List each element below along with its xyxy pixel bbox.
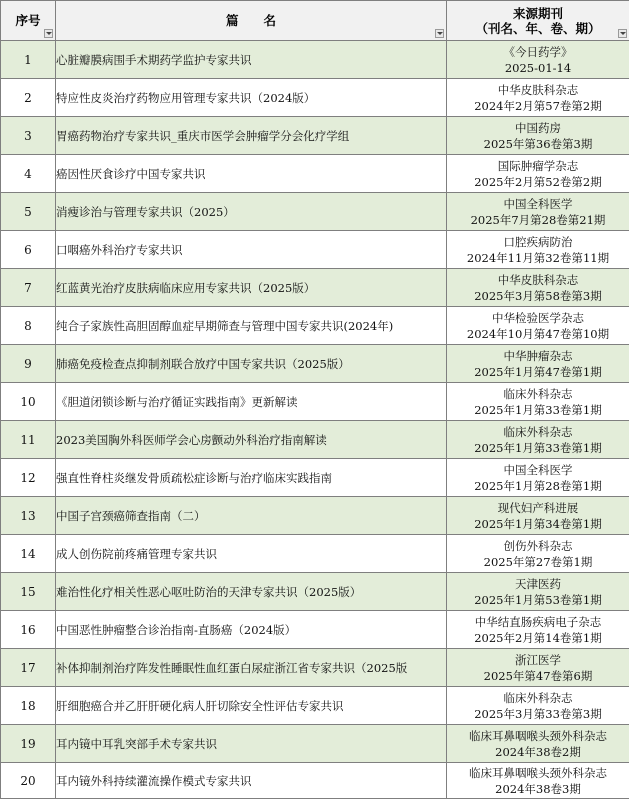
source-journal-name: 国际肿瘤学杂志 — [497, 158, 579, 173]
table-row — [1, 307, 629, 345]
table-row — [1, 687, 629, 725]
row-title-cell[interactable]: 《胆道闭锁诊断与治疗循证实践指南》更新解读 — [56, 383, 447, 421]
source-journal-name: 浙江医学 — [515, 652, 561, 667]
row-index-cell[interactable]: 6 — [1, 231, 56, 269]
header-index — [1, 1, 56, 41]
source-journal-name: 口腔疾病防治 — [503, 234, 573, 249]
row-source-cell[interactable] — [447, 383, 629, 421]
source-journal-name: 中华皮肤科杂志 — [497, 82, 579, 97]
source-issue-info: 2025年1月第33卷第1期 — [474, 402, 602, 417]
table-row — [1, 573, 629, 611]
row-source-cell[interactable] — [447, 725, 629, 763]
source-journal-name: 创伤外科杂志 — [503, 538, 573, 553]
row-index-cell[interactable]: 3 — [1, 117, 56, 155]
source-issue-info: 2024年10月第47卷第10期 — [466, 326, 610, 341]
source-journal-name: 临床耳鼻咽喉头颈外科杂志 — [469, 765, 607, 780]
source-issue-info: 2025-01-14 — [504, 60, 572, 75]
row-index-cell[interactable]: 12 — [1, 459, 56, 497]
source-issue-info: 2025年2月第14卷第1期 — [474, 630, 602, 645]
source-issue-info: 2025年3月第33卷第3期 — [474, 706, 602, 721]
source-issue-info: 2025年3月第58卷第3期 — [474, 288, 602, 303]
source-journal-name: 临床外科杂志 — [503, 386, 573, 401]
source-journal-name: 天津医药 — [515, 576, 561, 591]
row-index-cell[interactable]: 18 — [1, 687, 56, 725]
row-index-cell[interactable]: 20 — [1, 763, 56, 799]
source-journal-name: 中华检验医学杂志 — [492, 310, 584, 325]
source-journal-name: 临床耳鼻咽喉头颈外科杂志 — [469, 728, 607, 743]
source-issue-info: 2025年1月第28卷第1期 — [474, 478, 602, 493]
row-index-cell[interactable]: 14 — [1, 535, 56, 573]
row-title-cell[interactable]: 口咽癌外科治疗专家共识 — [56, 231, 447, 269]
row-source-cell[interactable] — [447, 79, 629, 117]
table-row — [1, 535, 629, 573]
source-issue-info: 2024年38卷2期 — [495, 744, 581, 759]
table-row — [1, 649, 629, 687]
row-index-cell[interactable]: 2 — [1, 79, 56, 117]
header-source-label: 来源期刊 — [512, 5, 563, 21]
source-issue-info: 2025年1月第34卷第1期 — [474, 516, 602, 531]
table-row — [1, 345, 629, 383]
row-title-cell[interactable]: 肺癌免疫检查点抑制剂联合放疗中国专家共识（2025版） — [56, 345, 447, 383]
source-issue-info: 2025年1月第53卷第1期 — [474, 592, 602, 607]
row-title-cell[interactable]: 特应性皮炎治疗药物应用管理专家共识（2024版） — [56, 79, 447, 117]
table-row — [1, 763, 629, 799]
row-index-cell[interactable]: 13 — [1, 497, 56, 535]
row-source-cell[interactable] — [447, 459, 629, 497]
row-source-cell[interactable] — [447, 535, 629, 573]
filter-dropdown-icon[interactable] — [435, 29, 444, 38]
row-source-cell[interactable] — [447, 155, 629, 193]
header-title — [56, 1, 447, 41]
source-journal-name: 中国药房 — [515, 120, 561, 135]
row-title-cell[interactable]: 耳内镜外科持续灌流操作模式专家共识 — [56, 763, 447, 799]
row-index-cell[interactable]: 7 — [1, 269, 56, 307]
row-source-cell[interactable] — [447, 269, 629, 307]
table-row — [1, 421, 629, 459]
source-issue-info: 2025年第36卷第3期 — [483, 136, 593, 151]
row-index-cell[interactable]: 1 — [1, 41, 56, 79]
row-source-cell[interactable] — [447, 345, 629, 383]
source-issue-info: 2025年1月第47卷第1期 — [474, 364, 602, 379]
filter-dropdown-icon[interactable] — [44, 29, 53, 38]
row-title-cell[interactable]: 红蓝黄光治疗皮肤病临床应用专家共识（2025版） — [56, 269, 447, 307]
row-title-cell[interactable]: 胃癌药物治疗专家共识_重庆市医学会肿瘤学分会化疗学组 — [56, 117, 447, 155]
row-index-cell[interactable]: 4 — [1, 155, 56, 193]
source-issue-info: 2025年第47卷第6期 — [483, 668, 593, 683]
source-journal-name: 中国全科医学 — [503, 196, 573, 211]
row-title-cell[interactable]: 耳内镜中耳乳突部手术专家共识 — [56, 725, 447, 763]
source-issue-info: 2025年7月第28卷第21期 — [470, 212, 606, 227]
table-row — [1, 231, 629, 269]
header-title-label: 篇 名 — [225, 13, 276, 28]
row-index-cell[interactable]: 5 — [1, 193, 56, 231]
row-source-cell[interactable] — [447, 117, 629, 155]
row-source-cell[interactable] — [447, 421, 629, 459]
source-issue-info: 2024年2月第57卷第2期 — [474, 98, 602, 113]
row-title-cell[interactable]: 纯合子家族性高胆固醇血症早期筛查与管理中国专家共识(2024年) — [56, 307, 447, 345]
table-row — [1, 117, 629, 155]
row-title-cell[interactable]: 心脏瓣膜病围手术期药学监护专家共识 — [56, 41, 447, 79]
source-journal-name: 临床外科杂志 — [503, 690, 573, 705]
table-row — [1, 383, 629, 421]
table-row — [1, 611, 629, 649]
row-source-cell[interactable] — [447, 687, 629, 725]
row-title-cell[interactable]: 肝细胞癌合并乙肝肝硬化病人肝切除安全性评估专家共识 — [56, 687, 447, 725]
row-title-cell[interactable]: 成人创伤院前疼痛管理专家共识 — [56, 535, 447, 573]
row-index-cell[interactable]: 8 — [1, 307, 56, 345]
row-source-cell[interactable] — [447, 497, 629, 535]
source-journal-name: 中国全科医学 — [503, 462, 573, 477]
row-title-cell[interactable]: 强直性脊柱炎继发骨质疏松症诊断与治疗临床实践指南 — [56, 459, 447, 497]
row-source-cell[interactable] — [447, 763, 629, 799]
row-index-cell[interactable]: 9 — [1, 345, 56, 383]
table-row — [1, 269, 629, 307]
filter-dropdown-icon[interactable] — [618, 29, 627, 38]
table-row — [1, 155, 629, 193]
table-row — [1, 79, 629, 117]
header-index-label: 序号 — [15, 13, 41, 28]
row-title-cell[interactable]: 中国恶性肿瘤整合诊治指南-直肠癌（2024版） — [56, 611, 447, 649]
row-title-cell[interactable]: 消瘦诊治与管理专家共识（2025） — [56, 193, 447, 231]
row-title-cell[interactable]: 癌因性厌食诊疗中国专家共识 — [56, 155, 447, 193]
row-index-cell[interactable]: 17 — [1, 649, 56, 687]
row-source-cell[interactable] — [447, 649, 629, 687]
header-source-sublabel: （刊名、年、卷、期） — [475, 20, 601, 36]
row-title-cell[interactable]: 中国子宫颈癌筛查指南（二） — [56, 497, 447, 535]
header-source — [447, 1, 629, 41]
table-row — [1, 497, 629, 535]
table-row — [1, 41, 629, 79]
source-issue-info: 2024年11月第32卷第11期 — [466, 250, 610, 265]
header-row — [1, 1, 629, 41]
source-journal-name: 《今日药学》 — [503, 44, 573, 59]
source-issue-info: 2025年1月第33卷第1期 — [474, 440, 602, 455]
row-index-cell[interactable]: 15 — [1, 573, 56, 611]
row-index-cell[interactable]: 11 — [1, 421, 56, 459]
row-title-cell[interactable]: 难治性化疗相关性恶心呕吐防治的天津专家共识（2025版） — [56, 573, 447, 611]
source-journal-name: 临床外科杂志 — [503, 424, 573, 439]
table-row — [1, 193, 629, 231]
source-journal-name: 中华皮肤科杂志 — [497, 272, 579, 287]
row-index-cell[interactable]: 19 — [1, 725, 56, 763]
row-source-cell[interactable] — [447, 41, 629, 79]
row-source-cell[interactable] — [447, 307, 629, 345]
row-source-cell[interactable] — [447, 193, 629, 231]
row-source-cell[interactable] — [447, 231, 629, 269]
row-index-cell[interactable]: 10 — [1, 383, 56, 421]
source-journal-name: 中华肿瘤杂志 — [503, 348, 573, 363]
table-row — [1, 725, 629, 763]
row-source-cell[interactable] — [447, 573, 629, 611]
source-journal-name: 现代妇产科进展 — [497, 500, 579, 515]
source-journal-name: 中华结直肠疾病电子杂志 — [474, 614, 602, 629]
source-issue-info: 2025年2月第52卷第2期 — [474, 174, 602, 189]
source-issue-info: 2024年38卷3期 — [495, 781, 581, 796]
row-title-cell[interactable]: 2023美国胸外科医师学会心房颤动外科治疗指南解读 — [56, 421, 447, 459]
source-issue-info: 2025年第27卷第1期 — [483, 554, 593, 569]
row-index-cell[interactable]: 16 — [1, 611, 56, 649]
row-title-cell[interactable]: 补体抑制剂治疗阵发性睡眠性血红蛋白尿症浙江省专家共识（2025版 — [56, 649, 447, 687]
row-source-cell[interactable] — [447, 611, 629, 649]
table-row — [1, 459, 629, 497]
